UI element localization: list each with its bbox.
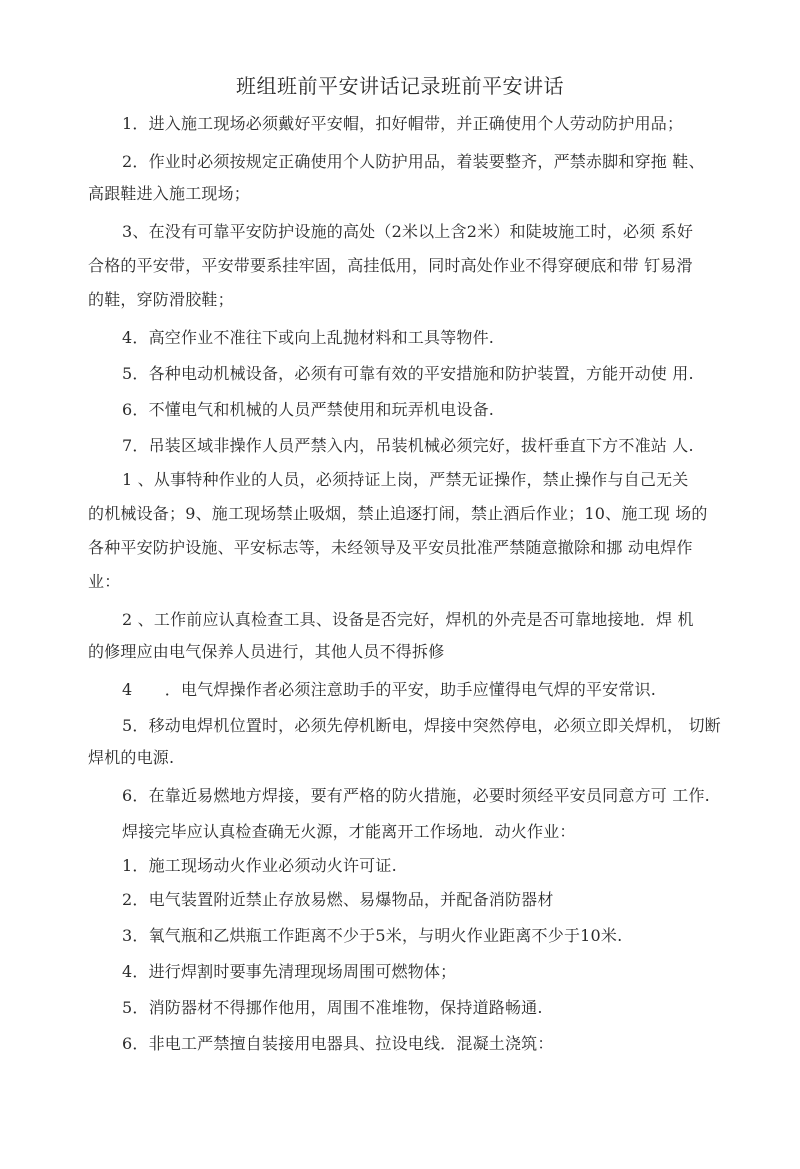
text-line: 合格的平安带，平安带要系挂牢固，高挂低用，同时高处作业不得穿硬底和带 钉易滑 bbox=[88, 256, 693, 275]
text-line: 5．移动电焊机位置时，必须先停机断电，焊接中突然停电，必须立即关焊机， 切断 bbox=[122, 716, 721, 735]
text-line: 2．电气装置附近禁止存放易燃、易爆物品，并配备消防器材 bbox=[122, 890, 554, 909]
text-line: 业： bbox=[88, 572, 121, 591]
text-line: 2 、工作前应认真检查工具、设备是否完好，焊机的外壳是否可靠地接地．焊 机 bbox=[122, 610, 694, 629]
text-line: 焊机的电源. bbox=[88, 748, 175, 767]
text-line: 各种平安防护设施、平安标志等，未经领导及平安员批准严禁随意撤除和挪 动电焊作 bbox=[88, 538, 693, 557]
text-line: 6．在靠近易燃地方焊接，要有严格的防火措施，必要时须经平安员同意方可 工作. bbox=[122, 786, 710, 805]
document-title: 班组班前平安讲话记录班前平安讲话 bbox=[236, 74, 564, 98]
text-line: 3．氧气瓶和乙烘瓶工作距离不少于5米，与明火作业距离不少于10米. bbox=[122, 926, 623, 945]
text-line: 5．消防器材不得挪作他用，周围不准堆物，保持道路畅通. bbox=[122, 998, 543, 1017]
text-line: 的机械设备；9、施工现场禁止吸烟，禁止追逐打闹，禁止酒后作业；10、施工现 场的 bbox=[88, 504, 708, 523]
text-line: 1．施工现场动火作业必须动火许可证. bbox=[122, 856, 397, 875]
text-line: 6．非电工严禁擅自装接用电器具、拉设电线．混凝土浇筑： bbox=[122, 1034, 554, 1053]
text-line: 5．各种电动机械设备，必须有可靠有效的平安措施和防护装置，方能开动使 用. bbox=[122, 364, 694, 383]
text-line: 2．作业时必须按规定正确使用个人防护用品，着装要整齐，严禁赤脚和穿拖 鞋、 bbox=[122, 152, 705, 171]
text-line: 4．高空作业不准往下或向上乱抛材料和工具等物件. bbox=[122, 328, 495, 347]
text-line: 高跟鞋进入施工现场； bbox=[88, 184, 251, 203]
text-line: 的鞋，穿防滑胶鞋； bbox=[88, 290, 234, 309]
text-line: 3、在没有可靠平安防护设施的高处（2米以上含2米）和陡坡施工时，必须 系好 bbox=[122, 222, 694, 241]
text-line: 7．吊装区域非操作人员严禁入内，吊装机械必须完好，拔杆垂直下方不准站 人. bbox=[122, 436, 694, 455]
text-line: 6．不懂电气和机械的人员严禁使用和玩弄机电设备. bbox=[122, 400, 495, 419]
text-line: 的修理应由电气保养人员进行，其他人员不得拆修 bbox=[88, 642, 445, 661]
text-line: 1 、从事特种作业的人员，必须持证上岗，严禁无证操作，禁止操作与自己无关 bbox=[122, 470, 689, 489]
text-line: 1．进入施工现场必须戴好平安帽，扣好帽带，并正确使用个人劳动防护用品； bbox=[122, 114, 684, 133]
text-line: 4 ．电气焊操作者必须注意助手的平安，助手应懂得电气焊的平安常识. bbox=[122, 680, 657, 699]
text-line: 焊接完毕应认真检查确无火源，才能离开工作场地．动火作业： bbox=[122, 822, 576, 841]
text-line: 4．进行焊割时要事先清理现场周围可燃物体； bbox=[122, 962, 457, 981]
